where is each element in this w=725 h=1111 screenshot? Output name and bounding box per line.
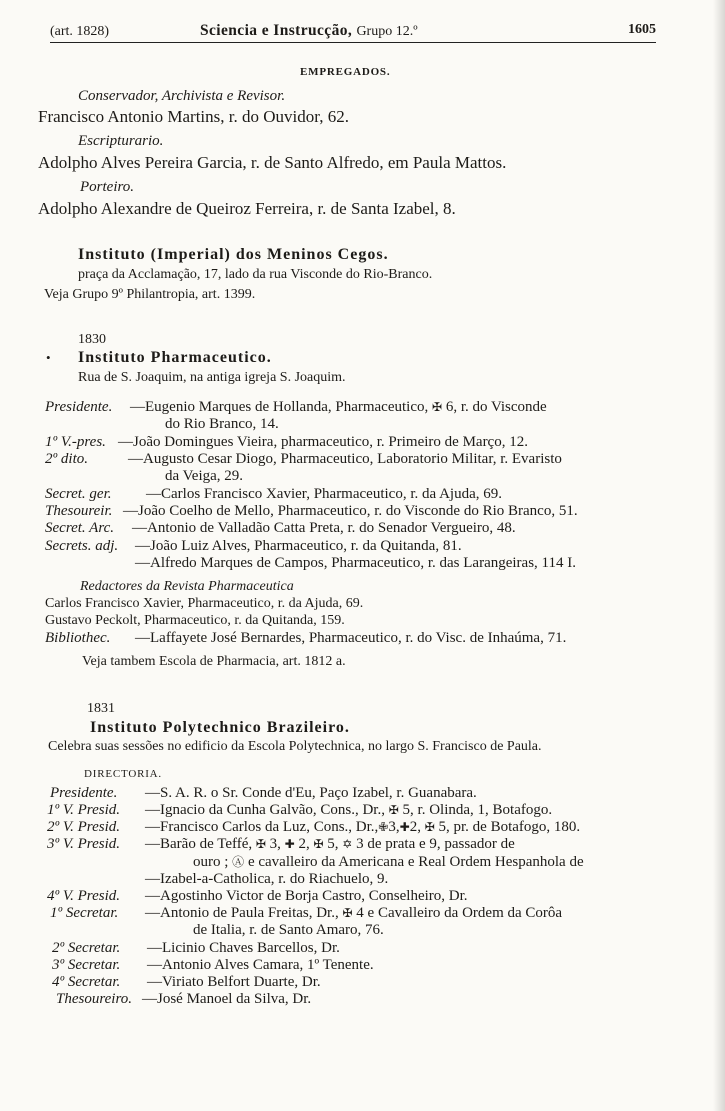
pharma-entry-label: 1º V.-pres. xyxy=(45,434,106,450)
poly-sec1-text xyxy=(145,906,562,921)
poly-vp1-text-a: —Ignacio da Cunha Galvão, Cons., Dr., xyxy=(145,802,385,818)
order-of-christ-icon: ✚ xyxy=(399,820,410,834)
employee-francisco-martins: Francisco Antonio Martins, r. do Ouvidor, 62. xyxy=(38,107,349,126)
pharma-entry-label: Secrets. adj. xyxy=(45,538,119,554)
poly-sec2-label: 2º Secretar. xyxy=(52,940,121,956)
poly-vp2-text-c: 2, xyxy=(409,819,421,835)
poly-vp3-line2-a: ouro ; xyxy=(193,854,229,870)
poly-vp3-text-d: 5, xyxy=(327,836,339,852)
poly-sec3-text: —Antonio Alves Camara, 1º Tenente. xyxy=(147,957,374,973)
poly-vp1-text-b: 5, r. Olinda, 1, Botafogo. xyxy=(402,802,553,818)
pharma-entry-text: —Alfredo Marques de Campos, Pharmaceutico, r. das Larangeiras, 114 I. xyxy=(135,555,576,571)
poly-vp3-line3: —Izabel-a-Catholica, r. do Riachuelo, 9. xyxy=(145,871,389,887)
employee-adolpho-garcia: Adolpho Alves Pereira Garcia, r. de Santo Alfredo, em Paula Mattos. xyxy=(38,153,507,172)
poly-vp3-text-e: 3 de prata e 9, passador de xyxy=(356,836,515,852)
order-of-rose-icon: ✠ xyxy=(313,837,324,851)
pharma-entry-text: —Antonio de Valladão Catta Preta, r. do Senador Vergueiro, 48. xyxy=(132,520,516,536)
poly-article-number: 1831 xyxy=(87,701,115,716)
order-of-rose-icon: ✠ xyxy=(388,803,399,817)
poly-vp3-label: 3º V. Presid. xyxy=(47,836,120,852)
poly-intro: Celebra suas sessões no edificio da Escola Polytechnica, no largo S. Francisco de Paula. xyxy=(48,739,542,754)
pharma-redactor-xavier: Carlos Francisco Xavier, Pharmaceutico, r. da Ajuda, 69. xyxy=(45,596,364,611)
employee-adolpho-ferreira: Adolpho Alexandre de Queiroz Ferreira, r. de Santa Izabel, 8. xyxy=(38,199,456,218)
star-medal-icon: ✡ xyxy=(342,837,353,851)
pharma-entry-cont: do Rio Branco, 14. xyxy=(165,416,279,432)
poly-sec1-text-b: 4 e Cavalleiro da Ordem da Corôa xyxy=(356,905,563,921)
poly-sec3-label: 3º Secretar. xyxy=(52,957,121,973)
poly-sec1-text-a: —Antonio de Paula Freitas, Dr., xyxy=(145,905,339,921)
poly-vp3-text-b: 3, xyxy=(269,836,281,852)
poly-vp3-text-a: —Barão de Teffé, xyxy=(145,836,253,852)
pharma-entry-text: —João Coelho de Mello, Pharmaceutico, r. do Visconde do Rio Branco, 51. xyxy=(123,503,578,519)
poly-sec1-cont: de Italia, r. de Santo Amaro, 76. xyxy=(193,922,384,938)
pharma-entry-text xyxy=(130,400,547,415)
cross-of-avis-icon: ✙ xyxy=(378,820,389,834)
poly-treasurer-text: —José Manoel da Silva, Dr. xyxy=(142,991,312,1007)
poly-vp2-text-b: 3, xyxy=(388,819,400,835)
poly-institute-name: Instituto Polytechnico Brazileiro. xyxy=(90,719,350,736)
poly-vp2-text-a: —Francisco Carlos da Luz, Cons., Dr., xyxy=(145,819,379,835)
pharma-redactor-peckolt: Gustavo Peckolt, Pharmaceutico, r. da Quitanda, 159. xyxy=(45,613,345,628)
blind-institute-see-also: Veja Grupo 9º Philantropia, art. 1399. xyxy=(44,287,256,302)
pharma-librarian-label: Bibliothec. xyxy=(45,630,111,646)
pharma-entry-label: Presidente. xyxy=(45,399,113,415)
order-of-christ-icon: ✚ xyxy=(284,837,295,851)
employees-heading: EMPREGADOS. xyxy=(300,66,391,78)
pharma-entry-text: —Carlos Francisco Xavier, Pharmaceutico, r. da Ajuda, 69. xyxy=(146,486,502,502)
employee-role-porteiro: Porteiro. xyxy=(80,179,135,195)
order-of-rose-icon: ✠ xyxy=(255,837,266,851)
poly-vp4-text: —Agostinho Victor de Borja Castro, Conselheiro, Dr. xyxy=(145,888,468,904)
pharma-entry-label: 2º dito. xyxy=(45,451,88,467)
header-group: Grupo 12.º xyxy=(356,24,418,39)
scanned-page-edge xyxy=(713,0,725,1111)
pharma-librarian-text: —Laffayete José Bernardes, Pharmaceutico, r. do Visc. de Inhaúma, 71. xyxy=(135,630,567,646)
poly-vp3-line2 xyxy=(193,855,584,870)
poly-vp3-line2-b: e cavalleiro da Americana e Real Ordem Hespanhola de xyxy=(247,854,584,870)
pharma-see-also: Veja tambem Escola de Pharmacia, art. 1812 a. xyxy=(82,654,346,669)
pharma-entry-label: Secret. ger. xyxy=(45,486,112,502)
poly-sec2-text: —Licinio Chaves Barcellos, Dr. xyxy=(147,940,340,956)
poly-board-heading: DIRECTORIA. xyxy=(84,768,162,780)
blind-institute-name: Instituto (Imperial) dos Meninos Cegos. xyxy=(78,246,389,263)
pharma-entry-text: —João Domingues Vieira, pharmaceutico, r. Primeiro de Março, 12. xyxy=(118,434,528,450)
poly-sec1-label: 1º Secretar. xyxy=(50,905,119,921)
poly-vp4-label: 4º V. Presid. xyxy=(47,888,120,904)
running-header xyxy=(50,22,656,43)
poly-vp1-label: 1º V. Presid. xyxy=(47,802,120,818)
pharma-entry-text: —Augusto Cesar Diogo, Pharmaceutico, Laboratorio Militar, r. Evaristo xyxy=(128,451,562,467)
poly-president-text: —S. A. R. o Sr. Conde d'Eu, Paço Izabel, r. Guanabara. xyxy=(145,785,477,801)
header-article: (art. 1828) xyxy=(50,24,110,39)
poly-treasurer-label: Thesoureiro. xyxy=(56,991,132,1007)
order-of-rose-icon: ✠ xyxy=(432,400,443,414)
pharma-article-number: 1830 xyxy=(78,332,106,347)
order-of-rose-icon: ✠ xyxy=(424,820,435,834)
pharma-entry-label: Secret. Arc. xyxy=(45,520,115,536)
employee-role-conservador: Conservador, Archivista e Revisor. xyxy=(78,88,286,104)
pharma-entry-text: —João Luiz Alves, Pharmaceutico, r. da Quitanda, 81. xyxy=(135,538,462,554)
poly-vp2-text xyxy=(145,820,580,835)
pharma-bullet: • xyxy=(46,350,51,365)
pharma-entry-label: Thesoureir. xyxy=(45,503,113,519)
poly-vp3-text xyxy=(145,837,515,852)
poly-vp1-text xyxy=(145,803,552,818)
pharma-institute-name: Instituto Pharmaceutico. xyxy=(78,349,272,366)
pharma-entry-text-b: 6, r. do Visconde xyxy=(445,399,547,415)
pharma-entry-text-a: —Eugenio Marques de Hollanda, Pharmaceutico, xyxy=(130,399,429,415)
pharma-entry-cont: da Veiga, 29. xyxy=(165,468,244,484)
circle-a-icon: Ⓐ xyxy=(232,855,245,869)
pharma-address: Rua de S. Joaquim, na antiga igreja S. Joaquim. xyxy=(78,370,346,385)
blind-institute-address: praça da Acclamação, 17, lado da rua Visconde do Rio-Branco. xyxy=(78,267,433,282)
employee-role-escripturario: Escripturario. xyxy=(78,133,164,149)
poly-sec4-label: 4º Secretar. xyxy=(52,974,121,990)
header-title xyxy=(200,22,418,40)
pharma-redactors-heading: Redactores da Revista Pharmaceutica xyxy=(80,579,294,594)
header-title-text: Sciencia e Instrucção, xyxy=(200,22,353,39)
poly-vp3-text-c: 2, xyxy=(298,836,310,852)
poly-sec4-text: —Viriato Belfort Duarte, Dr. xyxy=(147,974,321,990)
poly-president-label: Presidente. xyxy=(50,785,118,801)
poly-vp2-label: 2º V. Presid. xyxy=(47,819,120,835)
order-of-rose-icon: ✠ xyxy=(342,906,353,920)
header-page-number: 1605 xyxy=(628,22,656,37)
poly-vp2-text-d: 5, pr. de Botafogo, 180. xyxy=(438,819,581,835)
